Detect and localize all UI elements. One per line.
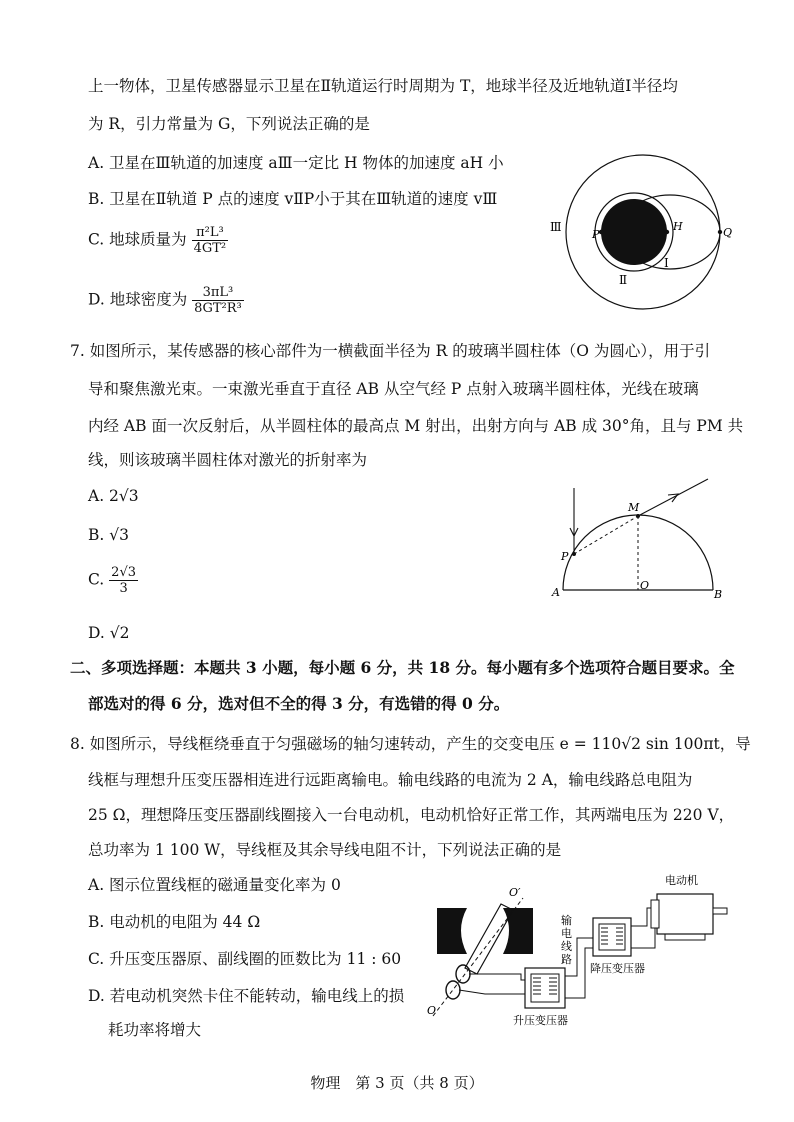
q8-option-d-line2: 耗功率将增大 xyxy=(108,1021,202,1039)
slip-ring-1 xyxy=(456,965,470,983)
magnet-n-pole xyxy=(437,908,467,954)
page-footer: 物理 第 3 页（共 8 页） xyxy=(310,1074,484,1092)
point-p-dot xyxy=(572,552,576,556)
transmission-label-3: 线 xyxy=(561,940,572,953)
q8-option-b: B. 电动机的电阻为 44 Ω xyxy=(88,913,261,931)
point-a-label: A xyxy=(552,586,560,599)
q6-stem-line2: 为 R，引力常量为 G，下列说法正确的是 xyxy=(88,115,370,133)
orbit-3-label: Ⅲ xyxy=(550,220,562,234)
q6-option-d xyxy=(88,285,244,316)
semicircle-diagram xyxy=(548,476,738,606)
transmission-label-1: 输 xyxy=(561,914,572,927)
earth-disc xyxy=(601,199,667,265)
fraction-denominator: 3 xyxy=(119,581,128,596)
q7-option-d: D. √2 xyxy=(88,624,130,642)
coil-frame xyxy=(465,904,513,974)
point-p-dot xyxy=(599,230,603,234)
axis-o-label: O xyxy=(427,1004,437,1017)
point-m-dot xyxy=(636,514,640,518)
fraction-numerator: 2√3 xyxy=(111,565,136,580)
section2-heading-line2: 部选对的得 6 分，选对但不全的得 3 分，有选错的得 0 分。 xyxy=(88,694,510,713)
point-q-dot xyxy=(718,230,722,234)
transmission-diagram xyxy=(425,868,735,1028)
q7-line4: 线，则该玻璃半圆柱体对激光的折射率为 xyxy=(88,451,368,469)
q7-line3: 内经 AB 面一次反射后，从半圆柱体的最高点 M 射出，出射方向与 AB 成 30°角，且与 PM 共 xyxy=(88,417,744,435)
q6-option-d-fraction xyxy=(192,285,244,316)
point-p-label: P xyxy=(561,550,569,563)
fraction-numerator: π²L³ xyxy=(192,225,229,241)
q8-line1: 8. 如图所示，导线框绕垂直于匀强磁场的轴匀速转动，产生的交变电压 e = 110√2 sin 100πt，导 xyxy=(70,735,751,753)
q6-option-a: A. 卫星在Ⅲ轨道的加速度 aⅢ一定比 H 物体的加速度 aH 小 xyxy=(88,154,504,172)
q6-option-c-prefix: C. 地球质量为 xyxy=(88,230,187,249)
q7-option-c-fraction xyxy=(109,565,138,596)
q8-line3: 25 Ω，理想降压变压器副线圈接入一台电动机，电动机恰好正常工作，其两端电压为 220 V， xyxy=(88,806,735,824)
magnet-s-pole xyxy=(503,908,533,954)
orbit-diagram xyxy=(520,140,770,340)
transmission-label-4: 路 xyxy=(561,953,572,966)
q7-option-c xyxy=(88,565,138,596)
q8-option-a: A. 图示位置线框的磁通量变化率为 0 xyxy=(88,876,341,894)
q8-line4: 总功率为 1 100 W，导线框及其余导线电阻不计，下列说法正确的是 xyxy=(88,841,562,859)
q7-line2: 导和聚焦激光束。一束激光垂直于直径 AB 从空气经 P 点射入玻璃半圆柱体，光线在玻璃 xyxy=(88,380,699,398)
fraction-denominator: 4GT² xyxy=(193,241,227,256)
q8-option-c: C. 升压变压器原、副线圈的匝数比为 11 : 60 xyxy=(88,950,402,968)
q6-option-d-prefix: D. 地球密度为 xyxy=(88,290,188,309)
q6-option-c-fraction xyxy=(192,225,229,256)
q7-option-b: B. √3 xyxy=(88,526,129,544)
slip-ring-2 xyxy=(446,981,460,999)
motor-base xyxy=(665,934,705,940)
point-o-label: O xyxy=(640,579,650,592)
orbit-1-label: Ⅰ xyxy=(664,256,669,270)
point-h-label: H xyxy=(673,220,683,233)
transmission-label-2: 电 xyxy=(561,927,572,940)
motor-body xyxy=(657,894,713,934)
q8-line2: 线框与理想升压变压器相连进行远距离输电。输电线路的电流为 2 A，输电线路总电阻为 xyxy=(88,771,693,789)
emergent-ray xyxy=(638,479,708,516)
q7-line1: 7. 如图所示，某传感器的核心部件为一横截面半径为 R 的玻璃半圆柱体（O 为圆心），用于引 xyxy=(70,342,711,360)
q6-option-b: B. 卫星在Ⅱ轨道 P 点的速度 vⅡP小于其在Ⅲ轨道的速度 vⅢ xyxy=(88,190,498,208)
q6-stem-line1: 上一物体，卫星传感器显示卫星在Ⅱ轨道运行时周期为 T，地球半径及近地轨道Ⅰ半径均 xyxy=(88,77,678,95)
orbit-2-label: Ⅱ xyxy=(619,273,628,287)
q6-option-c xyxy=(88,225,228,256)
step-up-label: 升压变压器 xyxy=(513,1014,568,1027)
point-b-label: B xyxy=(714,588,723,601)
wire-2 xyxy=(459,990,525,994)
fraction-numerator: 3πL³ xyxy=(192,285,244,301)
point-p-label: P xyxy=(592,228,600,241)
motor-label: 电动机 xyxy=(665,874,698,887)
point-h-dot xyxy=(665,230,669,234)
point-m-label: M xyxy=(628,501,640,514)
motor-end-cap xyxy=(651,900,659,928)
q7-option-c-prefix: C. xyxy=(88,570,105,589)
q7-option-a: A. 2√3 xyxy=(88,487,139,505)
section2-heading-line1: 二、多项选择题：本题共 3 小题，每小题 6 分，共 18 分。每小题有多个选项符合题目要求。全 xyxy=(70,658,735,677)
wire-1 xyxy=(469,974,525,980)
motor-shaft xyxy=(713,908,727,914)
axis-o-prime-label: O′ xyxy=(509,886,521,899)
fraction-denominator: 8GT²R³ xyxy=(194,301,242,316)
step-down-label: 降压变压器 xyxy=(590,962,645,975)
q8-option-d-line1: D. 若电动机突然卡住不能转动，输电线上的损 xyxy=(88,987,405,1005)
point-q-label: Q xyxy=(723,226,733,239)
